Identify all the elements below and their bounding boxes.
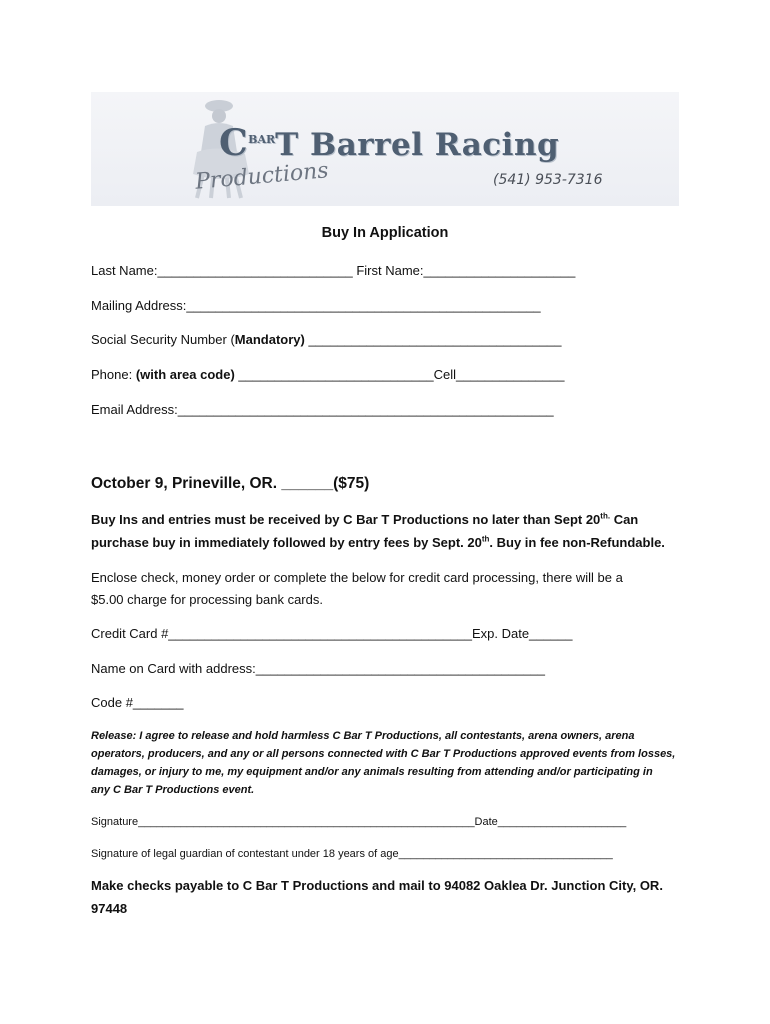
release-line-3: damages, or injury to me, my equipment and/or any animals resulting from attending and/or participating in [91,766,653,778]
card-code-field[interactable]: Code #_______ [91,695,184,710]
credit-card-field[interactable]: Credit Card #__________________________________________Exp. Date______ [91,626,573,641]
email-field[interactable]: Email Address:____________________________________________________ [91,402,554,417]
guardian-signature-field[interactable]: Signature of legal guardian of contestant under 18 years of age___________________________________ [91,848,613,860]
deadline-text-2: Can [610,512,639,527]
mail-instructions-line-1: Make checks payable to C Bar T Productions and mail to 94082 Oaklea Dr. Junction City, OR. [91,878,663,893]
logo-rest: T Barrel Racing [275,127,560,163]
event-line: October 9, Prineville, OR. ______($75) [91,475,370,492]
deadline-sup-1: th. [600,511,611,521]
logo-c: C [219,122,249,164]
phone-field[interactable] [91,366,564,384]
deadline-text-1: Buy Ins and entries must be received by C Bar T Productions no later than Sept 20 [91,512,601,527]
phone-label: Phone: [91,367,136,382]
signature-field[interactable]: Signature_______________________________________________________Date_____________________ [91,816,627,828]
name-on-card-field[interactable]: Name on Card with address:________________________________________ [91,661,545,676]
last-name-field[interactable]: Last Name:___________________________ [91,263,353,278]
phone-cell-line: ___________________________Cell_______________ [234,367,565,382]
ssn-field[interactable] [91,331,562,349]
phone-area-code: (with area code) [135,367,235,382]
page-title: Buy In Application [321,225,449,241]
deadline-sup-2: th [481,534,490,544]
deadline-text-3: purchase buy in immediately followed by entry fees by Sept. 20 [91,535,482,550]
logo-title [219,122,559,164]
enclose-line-1: Enclose check, money order or complete the below for credit card processing, there will be a [91,570,623,585]
release-line-4: any C Bar T Productions event. [91,784,255,796]
ssn-label: Social Security Number ( [91,332,235,347]
mailing-address-field[interactable]: Mailing Address:_________________________________________________ [91,298,541,313]
deadline-line-1 [91,511,638,529]
logo-bar: BAR [248,133,276,146]
ssn-line: ___________________________________ [304,332,562,347]
logo-subtitle: Productions [194,158,330,195]
logo-banner [91,92,679,206]
enclose-line-2: $5.00 charge for processing bank cards. [91,592,323,607]
ssn-mandatory: Mandatory) [234,332,305,347]
mail-instructions-line-2: 97448 [91,901,128,916]
release-line-2: operators, producers, and any or all persons connected with C Bar T Productions approved events from losses, [91,748,676,760]
deadline-line-2 [91,534,665,552]
logo-phone: (541) 953-7316 [493,172,603,188]
release-line-1: Release: I agree to release and hold harmless C Bar T Productions, all contestants, arena owners, arena [91,730,635,742]
deadline-text-4: . Buy in fee non-Refundable. [489,535,665,550]
first-name-field[interactable]: First Name:_____________________ [356,263,576,278]
name-row [91,262,575,280]
